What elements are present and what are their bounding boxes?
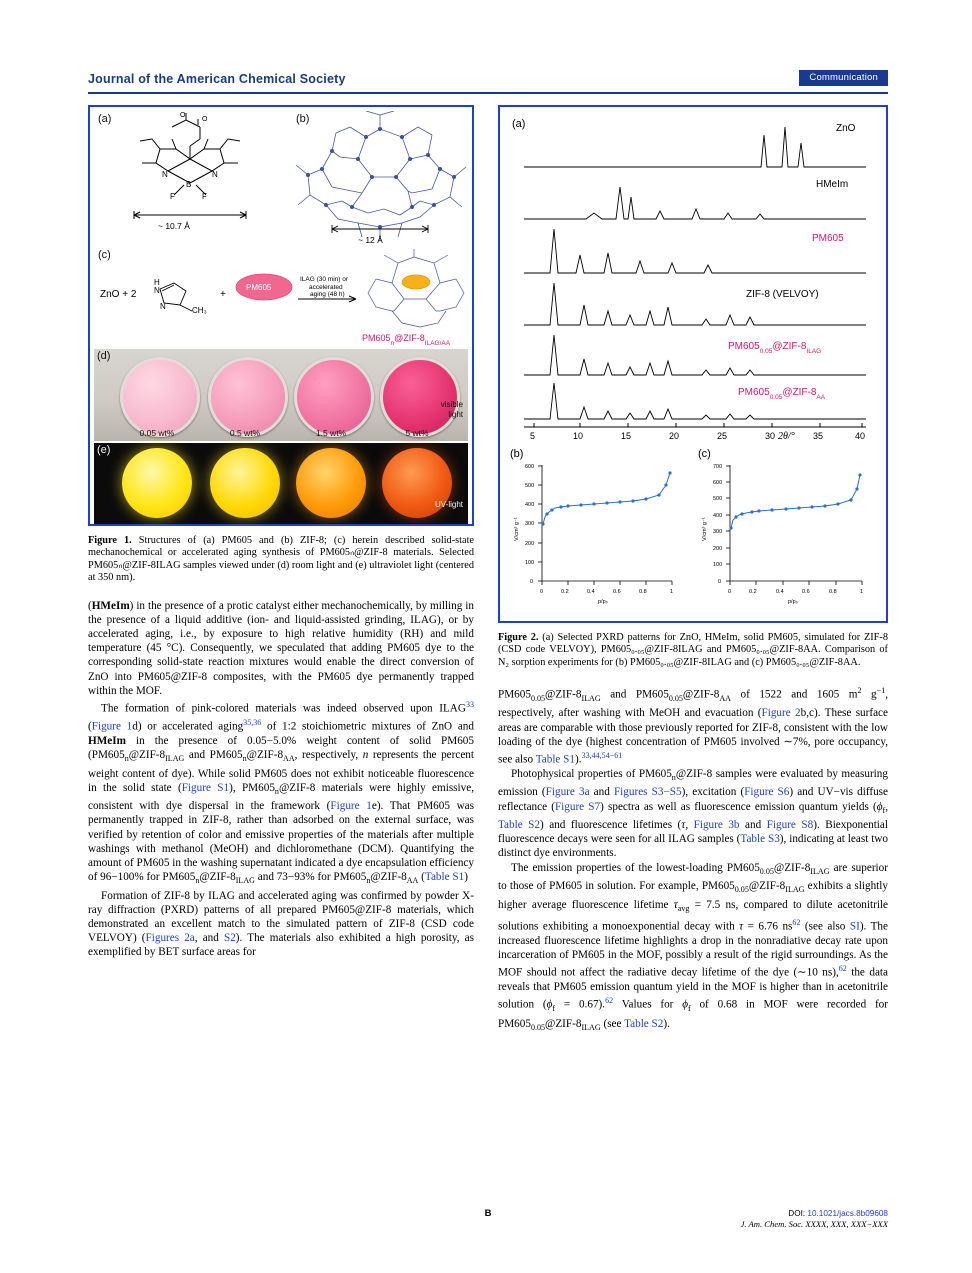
- trace-label-pm605: PM605: [812, 233, 844, 244]
- pm605-structure-icon: [94, 111, 290, 247]
- svg-text:40: 40: [855, 431, 866, 441]
- figure1-panel-a: [94, 111, 290, 247]
- reaction-scheme-icon: [94, 249, 468, 347]
- page-number: B: [484, 1208, 492, 1219]
- svg-text:500: 500: [525, 483, 535, 489]
- svg-text:25: 25: [717, 431, 728, 441]
- paragraph-left-3: Formation of ZIF-8 by ILAG and accelerated aging was confirmed by powder X-ray diffraction (PXRD) patterns of all prepared PM605@ZIF-8 materials, which demonstrated an excellent match to the simulated pattern of ZIF-8 (CSD code VELVOY) (Figures 2a, and S2). The materials also exhibited a high porosity, as exemplified by BET surface areas for: [88, 889, 474, 959]
- svg-text:600: 600: [525, 464, 535, 470]
- right-column: [498, 105, 888, 1035]
- panel-label-d: (d): [97, 350, 111, 362]
- svg-text:CH₃: CH₃: [192, 306, 207, 315]
- paragraph-right-2: Photophysical properties of $PM605_n@ZIF-8$ samples were evaluated by measuring emission (Figure 3a and Figures S3−S5), excitation (Figure S6) and UV−vis diffuse reflectance (Figure S7) spectra as well as fluorescence emission quantum yields ($\phi_f$, Table S2) and fluorescence lifetimes (τ, Figure 3b and Figure S8). Biexponential fluorescence decays were seen for all ILAG samples (Table S3), indicating at least two distinct dye environments.: [498, 767, 888, 860]
- svg-text:N: N: [160, 302, 166, 311]
- trace-label-ilag: $PM605_{0.05}@ZIF-8_{ILAG}$: [728, 341, 822, 355]
- uv-dish-1: [122, 448, 192, 518]
- svg-text:N: N: [162, 170, 168, 179]
- figure-2-caption-text: (a) Selected PXRD patterns for ZnO, HMeIm, solid PM605, simulated for ZIF-8 (CSD code VELVOY), PM605₀.₀₅@ZIF-8ILAG and PM605₀.₀₅@ZIF-8AA. Comparison of N₂ sorption experiments for (b) PM605₀.₀₅@ZIF-8ILAG and (c) PM605₀.₀₅@ZIF-8AA.: [498, 632, 888, 668]
- figure1-panel-b: [292, 111, 468, 247]
- svg-text:0.4: 0.4: [587, 589, 595, 595]
- svg-text:B: B: [186, 180, 192, 189]
- paragraph-right-3: The emission properties of the lowest-loading $PM605_{0.05}@ZIF-8_{ILAG}$ are superior to those of PM605 in solution. For example, $PM605_{0.05}@ZIF-8_{ILAG}$ exhibits a slightly higher average fluorescence lifetime $\tau_{avg} = 7.5$ ns, compared to dilute acetonitrile solutions exhibiting a monoexponential decay with τ = 6.76 $ns^{62}$ (see also SI). The increased fluorescence lifetime highlights a drop in the nonradiative decay rate upon incarceration of PM605 in the MOF, possibly a result of the rigid surroundings. As the MOF should not affect the radiative decay lifetime of the dye (∼10 ns),$^{62}$ the data reveals that PM605 emission quantum yield in the MOF is higher than in acetonitrile solution $(\phi_f = 0.67).^{62}$ Values for $\phi_f$ of 0.68 in MOF were recorded for $PM605_{0.05}@ZIF-8_{ILAG}$ (see Table S2).: [498, 861, 889, 1032]
- page-header: [88, 72, 888, 94]
- doi-link[interactable]: 10.1021/jacs.8b09608: [807, 1209, 888, 1218]
- trace-label-aa: $PM605_{0.05}@ZIF-8_{AA}$: [738, 387, 826, 401]
- trace-label-hmeim: HMeIm: [816, 179, 849, 190]
- pxrd-chart: [506, 113, 880, 443]
- encapsulated-dye: [402, 275, 430, 289]
- panel-label-a2: (a): [512, 118, 526, 130]
- figure2-panel-a: [506, 113, 880, 443]
- svg-text:700: 700: [713, 464, 723, 470]
- svg-text:400: 400: [713, 513, 723, 519]
- doi-block: [741, 1208, 888, 1230]
- panel-label-b: (b): [296, 113, 310, 125]
- figure-2-caption-label: Figure 2.: [498, 632, 539, 643]
- panel-label-b: (b): [510, 448, 524, 460]
- figure1-panel-c: [94, 249, 468, 347]
- trace-label-zif8: ZIF-8 (VELVOY): [746, 289, 819, 300]
- figure-1-caption: [88, 535, 474, 585]
- figure2-sorption-panels: [506, 445, 880, 615]
- figure-1-caption-text: Structures of (a) PM605 and (b) ZIF-8; (c) herein described solid-state mechanochemical or accelerated aging synthesis of PM605ₙ@ZIF-8 materials. Selected PM605ₙ@ZIF-8ILAG samples viewed under (d) room light and (e) ultraviolet light (centered at 350 nm).: [88, 535, 474, 584]
- svg-text:600: 600: [713, 480, 723, 486]
- svg-text:300: 300: [713, 529, 723, 535]
- svg-text:0.8: 0.8: [829, 589, 837, 595]
- sample-dish-2: [208, 357, 288, 437]
- right-column-body: [498, 684, 888, 1035]
- svg-text:ILAG (30 min) or: ILAG (30 min) or: [300, 276, 349, 283]
- svg-text:0: 0: [540, 589, 544, 595]
- svg-text:10: 10: [573, 431, 584, 441]
- svg-text:100: 100: [525, 560, 535, 566]
- svg-text:0.6: 0.6: [802, 589, 810, 595]
- panel-label-e: (e): [97, 444, 111, 456]
- dish-label-1: 0.05 wt%: [139, 428, 175, 438]
- svg-text:N: N: [154, 286, 160, 295]
- svg-text:accelerated: accelerated: [309, 284, 343, 291]
- svg-text:400: 400: [525, 502, 535, 508]
- header-divider: [88, 92, 888, 94]
- sample-dish-4: [380, 357, 460, 437]
- journal-reference: J. Am. Chem. Soc. XXXX, XXX, XXX−XXX: [740, 1219, 888, 1229]
- uv-light-label: UV-light: [434, 500, 463, 509]
- pxrd-xaxis-label: 2θ/°: [778, 431, 795, 442]
- svg-text:20: 20: [669, 431, 680, 441]
- dish-label-4: 5 wt%: [405, 428, 429, 438]
- reaction-product-label: $PM605_n@ZIF-8_{ILAG/AA}$: [362, 333, 451, 347]
- dish-label-3: 1.5 wt%: [315, 428, 347, 438]
- svg-text:O: O: [180, 112, 186, 119]
- visible-light-label-2: light: [448, 410, 463, 419]
- panel-label-a: (a): [98, 113, 112, 125]
- svg-text:200: 200: [713, 546, 723, 552]
- figure1-panel-d-photo: [94, 349, 468, 441]
- svg-text:15: 15: [621, 431, 632, 441]
- sorption-c-xlabel: p/p₀: [788, 599, 798, 605]
- svg-text:35: 35: [813, 431, 824, 441]
- svg-text:0.6: 0.6: [613, 589, 621, 595]
- paragraph-left-1: (HMeIm) in the presence of a protic catalyst either mechanochemically, by milling in the presence of a liquid additive (ion- and liquid-assisted grinding, ILAG), or by accelerated aging, i.e., by exposure to high relative humidity (RH) and mild temperature (45 °C). Consequently, we speculated that adding PM605 dye to the corresponding solid-state reaction mixtures would enable the direct conversion of ZnO into PM605@ZIF-8 composites, with the PM605 dye permanently trapped within the MOF.: [88, 599, 474, 697]
- svg-text:0: 0: [718, 579, 722, 585]
- svg-text:300: 300: [525, 521, 535, 527]
- sample-dish-3: [294, 357, 374, 437]
- doi-prefix: DOI:: [788, 1209, 808, 1218]
- journal-title: Journal of the American Chemical Society: [88, 72, 346, 86]
- reaction-reactants: ZnO + 2: [100, 289, 137, 300]
- svg-text:500: 500: [713, 496, 723, 502]
- svg-text:1: 1: [670, 589, 674, 595]
- trace-label-zno: ZnO: [836, 123, 856, 134]
- page-footer: [88, 1208, 888, 1248]
- zif8-framework-icon: [292, 111, 468, 247]
- svg-text:0.4: 0.4: [776, 589, 784, 595]
- svg-text:0.2: 0.2: [561, 589, 569, 595]
- svg-text:0: 0: [530, 579, 534, 585]
- svg-text:N: N: [212, 170, 218, 179]
- svg-text:5: 5: [530, 431, 536, 441]
- uv-dish-3: [296, 448, 366, 518]
- visible-light-label-1: visible: [440, 400, 463, 409]
- svg-text:H: H: [154, 278, 160, 287]
- figure-2-caption: [498, 632, 888, 669]
- svg-text:F: F: [170, 192, 175, 201]
- sorption-c-ylabel: V/cm³ g⁻¹: [702, 517, 708, 541]
- scale-label-b: ~ 12 Å: [358, 235, 383, 245]
- svg-text:100: 100: [713, 562, 723, 568]
- panel-label-c: (c): [698, 448, 711, 460]
- svg-text:F: F: [202, 192, 207, 201]
- svg-text:0: 0: [728, 589, 732, 595]
- figure1-panel-e-photo: [94, 443, 468, 524]
- paragraph-right-1: $PM605_{0.05}@ZIF-8_{ILAG}$ and $PM605_{0.05}@ZIF-8_{AA}$ of 1522 and 1605 $m^2$ $g^{-1}$, respectively, after washing with MeOH and evacuation (Figure 2b,c). These surface areas are comparable with those previously reported for ZIF-8, consistent with the low loading of the dye (highest concentration of PM605 involved ∼7%, pore occupancy, see also Table S1).$^{33,44,54-61}$: [498, 686, 889, 766]
- reaction-dye-label: PM605: [246, 283, 272, 292]
- sorption-b-ylabel: V/cm³ g⁻¹: [514, 517, 520, 541]
- scale-label-a: ~ 10.7 Å: [158, 221, 190, 231]
- sorption-charts: [506, 445, 880, 615]
- svg-text:O: O: [202, 116, 208, 123]
- svg-text:30: 30: [765, 431, 776, 441]
- figure-1-image: [88, 105, 474, 526]
- paragraph-left-2: The formation of pink-colored materials was indeed observed upon ILAG$^{33}$ (Figure 1d) or accelerated aging$^{35,36}$ of 1:2 stoichiometric mixtures of ZnO and HMeIm in the presence of 0.05−5.0% weight content of solid PM605 ($PM605_n@ZIF-8_{ILAG}$ and $PM605_n@ZIF-8_{AA}$, respectively, n represents the percent weight content of dye). While solid PM605 does not exhibit noticeable fluorescence in the solid state (Figure S1), $PM605_n@ZIF-8$ materials were highly emissive, consistent with dye dispersal in the framework (Figure 1e). That PM605 was permanently trapped in ZIF-8, rather than adsorbed on the external surface, was verified by retention of color and emissive properties of the materials after multiple washings with methanol (MeOH) and dichloromethane (DCM). Quantifying the amount of PM605 in the washing supernatant indicated a dye encapsulation efficiency of 96−100% for $PM605_n@ZIF-8_{ILAG}$ and 73−93% for $PM605_n@ZIF-8_{AA}$ (Table S1): [88, 700, 475, 886]
- article-type-badge: Communication: [799, 70, 888, 86]
- uv-dish-2: [210, 448, 280, 518]
- left-column-body: [88, 599, 474, 960]
- figure-1-caption-label: Figure 1.: [88, 535, 132, 546]
- dish-label-2: 0.5 wt%: [229, 428, 261, 438]
- figure-2-image: [498, 105, 888, 623]
- left-column: [88, 105, 474, 960]
- svg-text:200: 200: [525, 541, 535, 547]
- svg-text:0.2: 0.2: [749, 589, 757, 595]
- sorption-b-xlabel: p/p₀: [598, 599, 608, 605]
- svg-text:0.8: 0.8: [639, 589, 647, 595]
- svg-text:1: 1: [860, 589, 864, 595]
- svg-text:+: +: [220, 289, 226, 300]
- panel-label-c: (c): [98, 249, 111, 261]
- sample-dish-1: [120, 357, 200, 437]
- svg-text:aging (48 h): aging (48 h): [310, 291, 345, 298]
